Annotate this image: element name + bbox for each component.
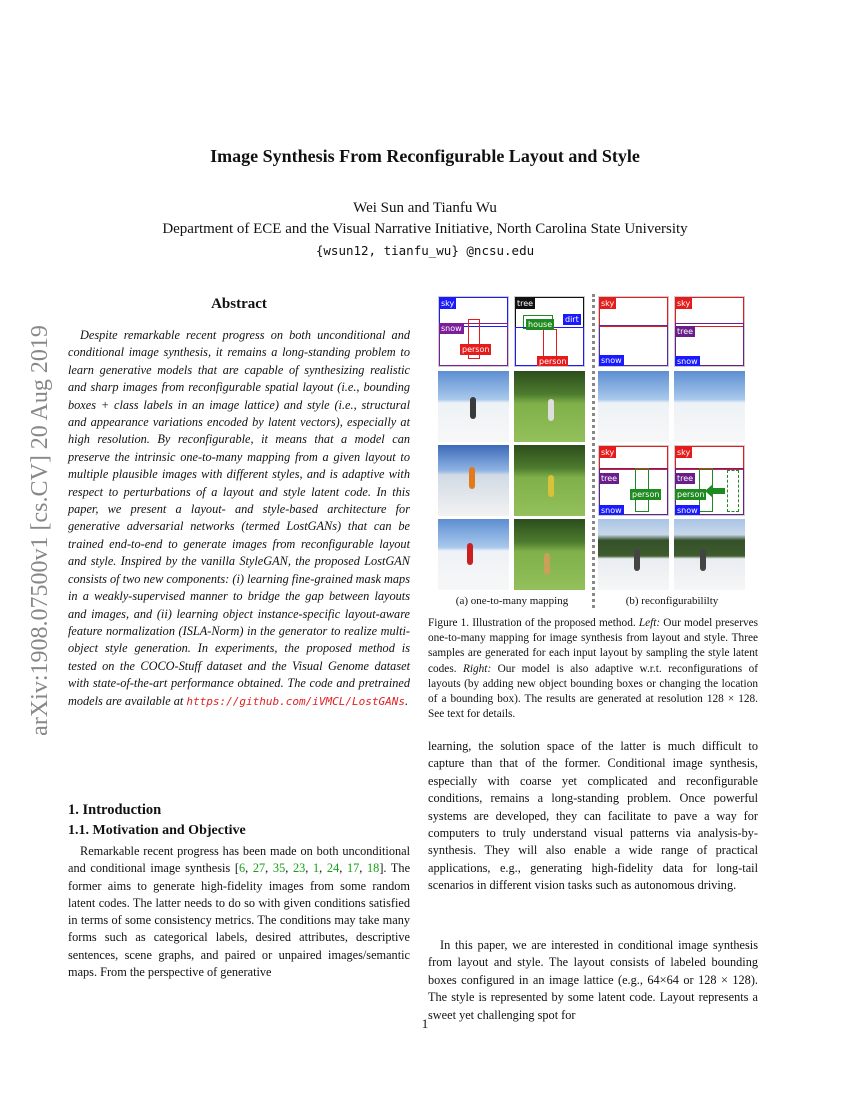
tag-tree: tree: [517, 299, 534, 308]
sample-snow-3: [438, 519, 509, 590]
citation[interactable]: 1: [313, 861, 320, 876]
tag-sky: sky: [441, 299, 455, 308]
caption-text-b: Our model preserves one-to-many mapping for image synthesis from layout and style. Three samples are generated for each input layout by sampling the style latent codes.: [428, 617, 759, 675]
abstract-body: [68, 327, 410, 710]
tag-snow: snow: [601, 356, 622, 365]
tag-tree: tree: [601, 474, 618, 483]
caption-left-label: Left:: [638, 617, 661, 629]
citation[interactable]: 24: [326, 861, 340, 876]
sample-grass-3: [514, 519, 585, 590]
affiliation: Department of ECE and the Visual Narrative Initiative, North Carolina State University: [162, 221, 688, 237]
citation[interactable]: 17: [346, 861, 360, 876]
tag-tree: tree: [677, 327, 694, 336]
person-shape: [548, 475, 554, 497]
tag-sky: sky: [601, 448, 615, 457]
person-shape: [700, 549, 706, 571]
citation[interactable]: 18: [367, 861, 380, 876]
intro-p1-start: Remarkable recent progress has been made on both unconditional and conditional image synthesis [: [68, 844, 410, 876]
sample-reconfig-4: [674, 519, 745, 590]
intro-paragraph-1: Remarkable recent progress has been made on both unconditional and conditional image synthesis [6, 27, 35, 23, 1, 24, 17, 18]. The former aims to generate high-fidelity images from some random latent codes. The latter needs to do so with given conditions satisfied in terms of some consistency metrics. The conditions may take many forms such as categorical labels, desired attributes, descriptive sentences, scene graphs, and paired or unpaired images/semantic maps. From the perspective of generative: [68, 844, 411, 980]
section-heading-introduction: 1. Introduction: [68, 802, 162, 818]
tag-snow: snow: [601, 506, 622, 515]
tag-person: person: [462, 345, 490, 354]
sample-grass-1: [514, 371, 585, 442]
citation[interactable]: 23: [292, 861, 306, 876]
tag-snow: snow: [441, 324, 462, 333]
abstract-heading: Abstract: [211, 296, 267, 312]
bbox-person-new: [727, 470, 739, 512]
tag-snow: snow: [677, 506, 698, 515]
intro-p1-end: ]. The former aims to generate high-fidelity images from some random latent codes. The latter needs to do so with given conditions satisfied in terms of some consistency metrics. The conditions may take many forms such as categorical labels, desired attributes, descriptive sentences, scene graphs, and paired or unpaired images/semantic maps. From the perspective of generative: [68, 861, 411, 980]
person-shape: [548, 399, 554, 421]
layout-sky-tree-snow: [674, 296, 745, 367]
page-number: 1: [421, 1016, 429, 1031]
tag-person: person: [632, 490, 660, 499]
citation[interactable]: 35: [272, 861, 286, 876]
sample-grass-2: [514, 445, 585, 516]
person-shape: [544, 553, 550, 575]
abstract-text: Despite remarkable recent progress on both unconditional and conditional image synthesis, it remains a long-standing problem to learn generative models that are capable of synthesizing realistic and sharp images from reconfigurable spatial layout (i.e., bounding boxes + class labels in an image lattice) and style (i.e., structural and appearance variations encoded by latent vectors), especially at high resolution. By reconfigurable, it means that a model can preserve the intrinsic one-to-many mapping from a given layout to multiple plausible images with different styles, and is adaptive with respect to perturbations of a layout and style latent code. In this paper, we present a layout- and style-based architecture for generative adversarial networks (termed LostGANs) that can be trained end-to-end to generate images from reconfigurable layout and style. Inspired by the vanilla StyleGAN, the proposed LostGAN consists of two new components: (i) learning fine-grained mask maps in a weakly-supervised manner to bridge the gap between layouts and images, and (ii) learning object instance-specific layout-aware feature normalization (ISLA-Norm) in the generator to realize multi-object style generation. In experiments, the proposed method is tested on the COCO-Stuff dataset and the Visual Genome dataset with state-of-the-art performance obtained. The code and pretrained models are available at: [68, 328, 410, 708]
citation[interactable]: 27: [252, 861, 266, 876]
authors: Wei Sun and Tianfu Wu: [353, 200, 497, 216]
figure-caption: [428, 616, 758, 722]
caption-text-a: Illustration of the proposed method.: [469, 617, 639, 629]
sample-reconfig-3: [674, 371, 745, 442]
layout-sky-snow: [598, 296, 669, 367]
layout-move-person: [674, 445, 745, 516]
intro-paragraph-2: learning, the solution space of the latter is much difficult to capture than that of the former. Conditional image synthesis, especially with coarse yet complicated and reconfigurable conditions, remains a long-standing problem. Once powerful systems are developed, they can facilitate to pave a way for computers to truly understand visual patterns via analysis-by-synthesis. They will also enable a wide range of practical applications, e.g., generating high-fidelity data for long-tail scenarios in different vision tasks such as autonomous driving.: [428, 739, 758, 893]
code-link[interactable]: https://github.com/iVMCL/LostGANs: [186, 694, 405, 708]
sample-snow-1: [438, 371, 509, 442]
figure-sublabel-a: (a) one-to-many mapping: [455, 595, 569, 607]
paper-title: Image Synthesis From Reconfigurable Layout and Style: [210, 146, 640, 166]
sample-reconfig-2: [598, 519, 669, 590]
caption-right-label: Right:: [462, 662, 492, 675]
subsection-heading-motivation: 1.1. Motivation and Objective: [68, 823, 246, 838]
tag-snow: snow: [677, 357, 698, 366]
abstract-end: .: [404, 693, 409, 708]
tag-dirt: dirt: [565, 315, 579, 324]
sample-snow-2: [438, 445, 509, 516]
email: {wsun12, tianfu_wu} @ncsu.edu: [315, 243, 535, 258]
person-shape: [469, 467, 475, 489]
arxiv-stamp: [20, 290, 60, 770]
layout-add-person: [598, 445, 669, 516]
layout-grass-scene: [514, 296, 585, 367]
figure-sublabel-b: (b) reconfigurabililty: [625, 595, 719, 607]
citation[interactable]: 6: [238, 861, 246, 876]
tag-person: person: [677, 490, 705, 499]
layout-snow-scene: [438, 296, 509, 367]
arxiv-stamp-text: arXiv:1908.07500v1 [cs.CV] 20 Aug 2019: [26, 324, 53, 736]
intro-paragraph-3: In this paper, we are interested in conditional image synthesis from layout and style. The layout consists of labeled bounding boxes configured in an image lattice (e.g., 64×64 or 128 × 128). The style is represented by some latent code. Layout represents a sweet yet challenging spot for: [428, 938, 758, 1022]
figure-divider: [592, 294, 595, 608]
tag-sky: sky: [677, 299, 691, 308]
tag-sky: sky: [601, 299, 615, 308]
tag-tree: tree: [677, 474, 694, 483]
person-shape: [470, 397, 476, 419]
tag-person: person: [539, 357, 567, 366]
person-shape: [467, 543, 473, 565]
caption-label: Figure 1.: [428, 617, 470, 629]
caption-text-c: Our model is also adaptive w.r.t. reconfigurations of layouts (by adding new object bounding boxes or changing the location of a bounding box). The results are generated at resolution 128 × 128. See text for details.: [428, 662, 758, 721]
tag-house: house: [528, 320, 553, 329]
tag-sky: sky: [677, 448, 691, 457]
sample-reconfig-1: [598, 371, 669, 442]
arrow-left-icon: [705, 484, 725, 498]
person-shape: [634, 549, 640, 571]
